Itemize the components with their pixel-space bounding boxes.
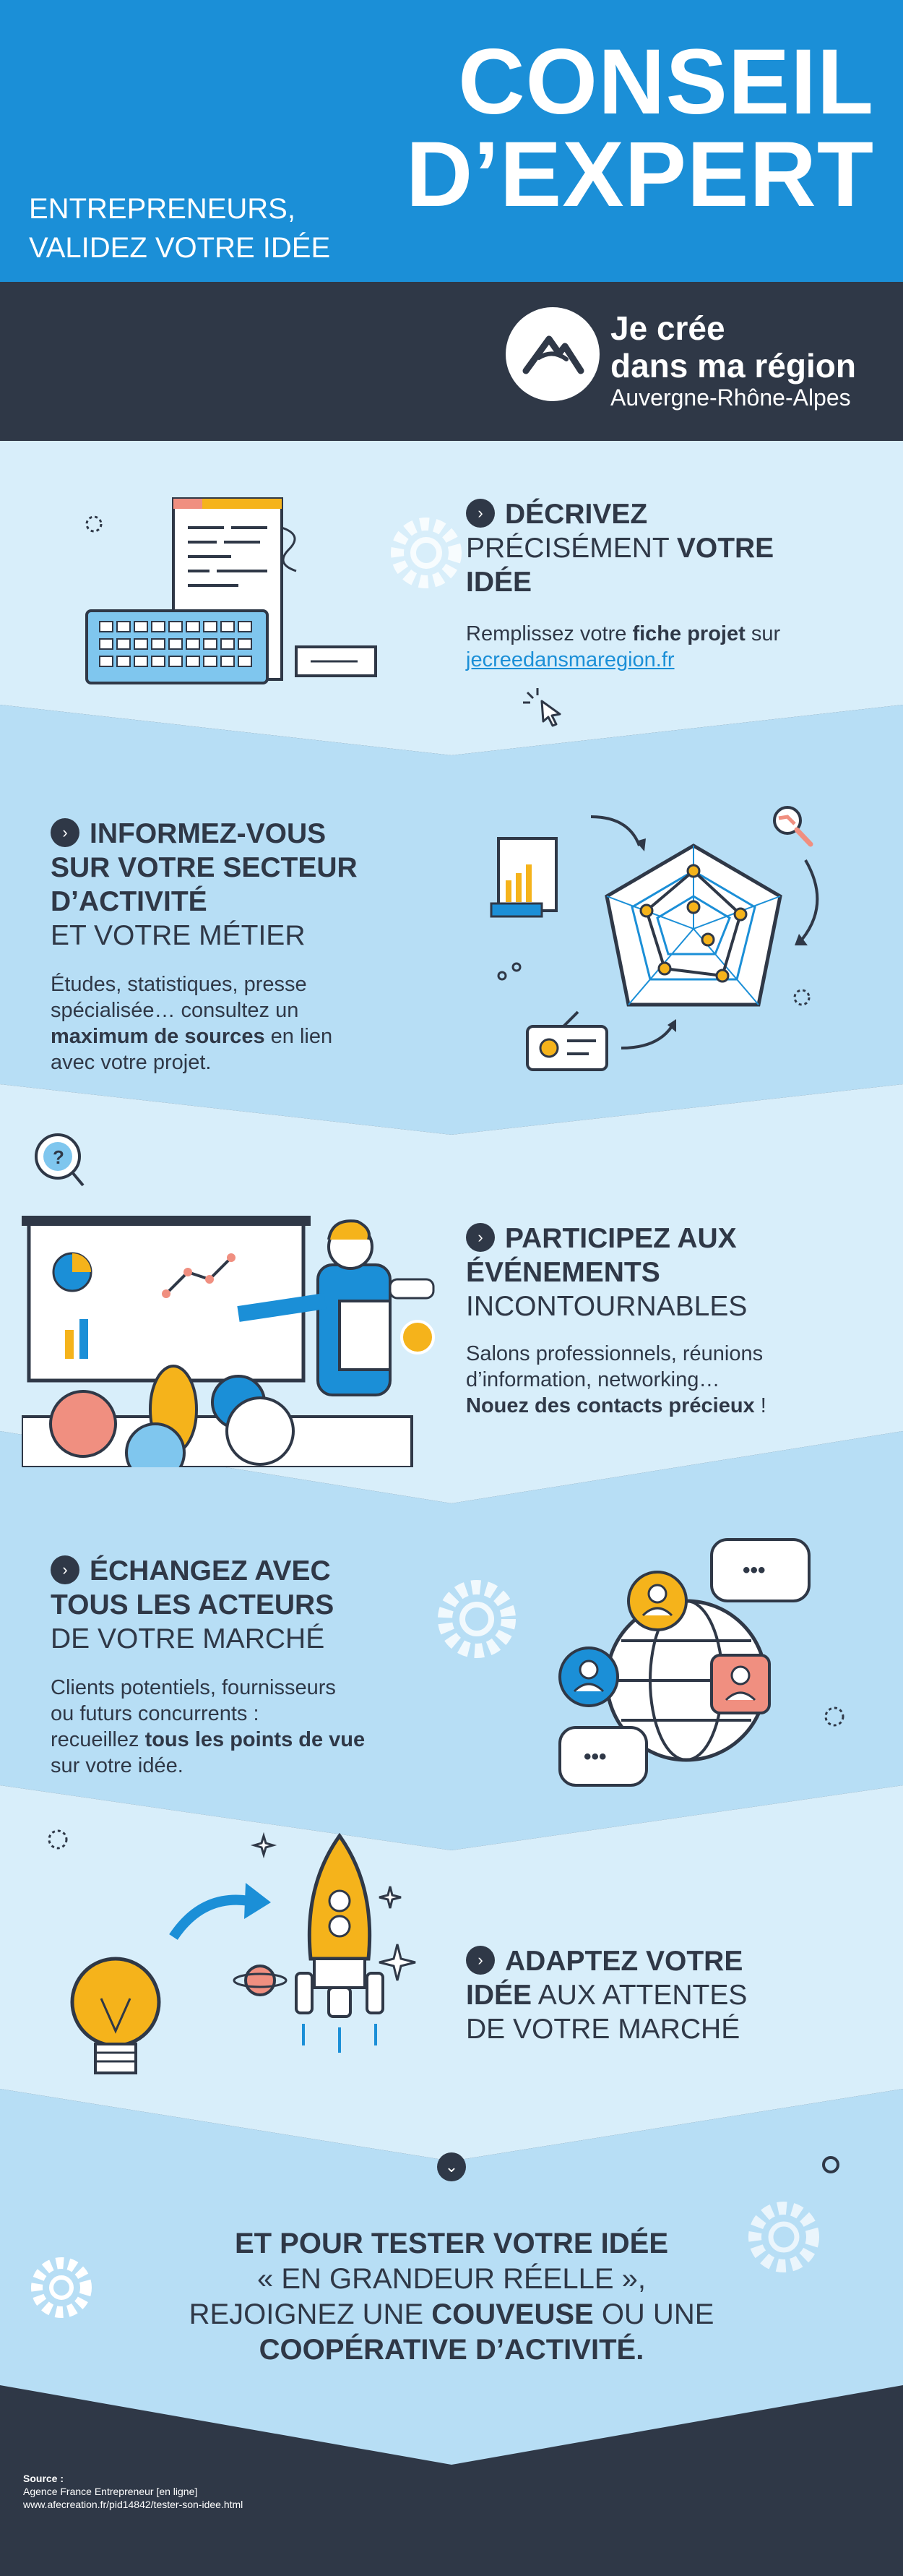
svg-text:•••: ••• <box>584 1745 607 1769</box>
step-1-text: Remplissez votre fiche projet sur jecreedansmaregion.fr <box>466 622 781 671</box>
gear-icon <box>22 2248 101 2327</box>
step-3-text: Salons professionnels, réunions d’information, networking… Nouez des contacts précieux ! <box>466 1342 766 1417</box>
lightbulb-rocket-illustration <box>43 1814 433 2118</box>
step-5-heading: › ADAPTEZ VOTRE IDÉE AUX ATTENTES DE VOTRE MARCHÉ <box>466 1946 748 2045</box>
step-1 <box>466 497 870 673</box>
cursor-icon <box>520 687 571 730</box>
chevron-right-icon: › <box>51 818 79 847</box>
title-line-2: D’EXPERT <box>405 123 874 226</box>
source-link[interactable]: www.afecreation.fr/pid14842/tester-son-idee.html <box>23 2499 243 2510</box>
laptop-document-illustration <box>79 491 397 708</box>
page-title <box>405 30 874 226</box>
step-2 <box>51 817 455 1076</box>
gear-icon <box>426 1568 527 1670</box>
circle-decoration-icon <box>816 2150 845 2179</box>
chevron-right-icon: › <box>466 1946 495 1975</box>
footer-message: ET POUR TESTER VOTRE IDÉE « EN GRANDEUR RÉELLE », REJOIGNEZ UNE COUVEUSE OU UNE COOPÉRATIVE D’ACTIVITÉ. <box>189 2228 714 2366</box>
mountain-logo-icon <box>506 307 600 401</box>
step-4-text: Clients potentiels, fournisseurs ou futurs concurrents : recueillez tous les points de vue sur votre idée. <box>51 1676 366 1777</box>
step-1-heading: › DÉCRIVEZ PRÉCISÉMENT VOTRE IDÉE <box>466 499 774 598</box>
step-4 <box>51 1554 455 1779</box>
chevron-right-icon: › <box>466 1223 495 1252</box>
radar-chart-illustration <box>484 795 845 1084</box>
logo-line-2: dans ma région <box>610 347 856 385</box>
chevron-down-icon: ⌄ <box>437 2152 466 2181</box>
presentation-illustration <box>22 1128 455 1467</box>
network-globe-illustration <box>549 1532 852 1800</box>
step-2-text: Études, statistiques, presse spécialisée… consultez un maximum de sources en lien avec votre projet. <box>51 973 333 1074</box>
step-3-heading: › PARTICIPEZ AUX ÉVÉNEMENTS INCONTOURNABLES <box>466 1223 748 1322</box>
page-subtitle <box>29 189 330 267</box>
chevron-right-icon: › <box>51 1555 79 1584</box>
logo-text <box>610 309 856 385</box>
subtitle-line-2: VALIDEZ VOTRE IDÉE <box>29 232 331 264</box>
source-note: Source : Agence France Entrepreneur [en ligne] www.afecreation.fr/pid14842/tester-son-idee.html <box>23 2473 243 2510</box>
logo-region: Auvergne-Rhône-Alpes <box>610 385 851 411</box>
chevron-right-icon: › <box>466 499 495 528</box>
website-link[interactable]: jecreedansmaregion.fr <box>466 648 675 671</box>
title-line-1: CONSEIL <box>458 30 874 134</box>
subtitle-line-1: ENTREPRENEURS, <box>29 193 295 225</box>
svg-text:?: ? <box>53 1146 64 1168</box>
gear-icon <box>383 510 470 596</box>
svg-text:•••: ••• <box>743 1558 766 1582</box>
step-4-heading: › ÉCHANGEZ AVEC TOUS LES ACTEURS DE VOTRE MARCHÉ <box>51 1555 334 1654</box>
logo-line-1: Je crée <box>610 309 725 347</box>
step-5 <box>466 1944 870 2046</box>
step-2-heading: › INFORMEZ-VOUS SUR VOTRE SECTEUR D’ACTIVITÉ ET VOTRE MÉTIER <box>51 818 358 951</box>
step-3 <box>466 1222 870 1419</box>
